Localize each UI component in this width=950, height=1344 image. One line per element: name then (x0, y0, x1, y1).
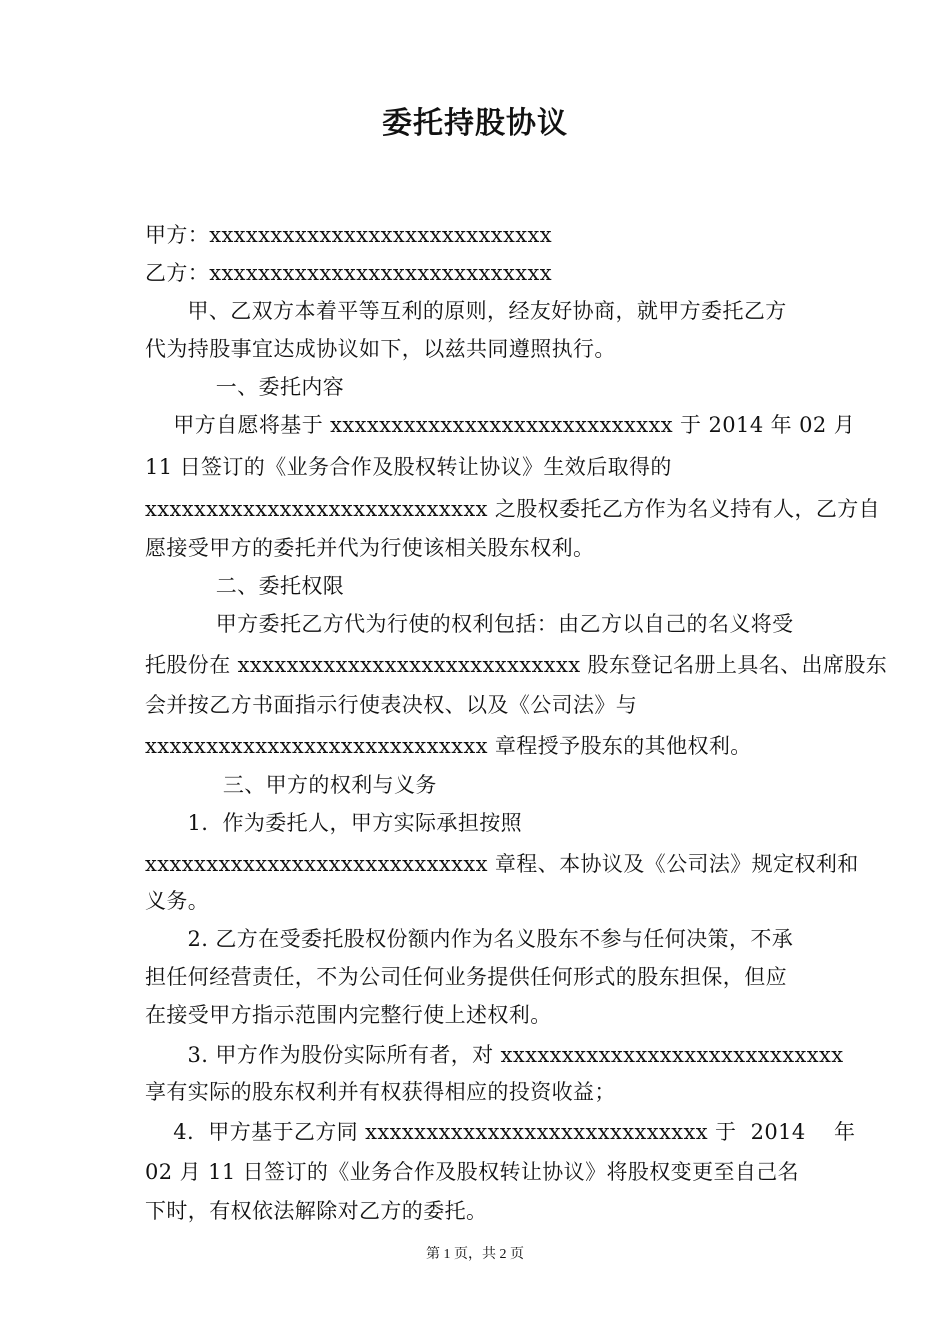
item-4-line-2: 02 月 11 日签订的《业务合作及股权转让协议》将股权变更至自己名 (145, 1160, 800, 1184)
item-1-line-2: xxxxxxxxxxxxxxxxxxxxxxxxxxxx 章程、本协议及《公司法》规定权利和 (145, 852, 859, 876)
party-a-line: 甲方：xxxxxxxxxxxxxxxxxxxxxxxxxxxx (145, 223, 553, 247)
page-footer: 第 1 页，共 2 页 (426, 1247, 524, 1262)
section-2-line-1: 甲方委托乙方代为行使的权利包括：由乙方以自己的名义将受 (145, 612, 794, 636)
section-2-line-2: 托股份在 xxxxxxxxxxxxxxxxxxxxxxxxxxxx 股东登记名册上具名、出席股东 (145, 653, 888, 677)
item-2-line-3: 在接受甲方指示范围内完整行使上述权利。 (145, 1003, 552, 1027)
section-2-line-3: 会并按乙方书面指示行使表决权、以及《公司法》与 (145, 693, 638, 717)
section-1-line-4: 愿接受甲方的委托并代为行使该相关股东权利。 (145, 536, 595, 560)
section-heading-3: 三、甲方的权利与义务 (145, 773, 437, 797)
item-4-line-1: 4. 甲方基于乙方同 xxxxxxxxxxxxxxxxxxxxxxxxxxxx 于 2014 年 (145, 1120, 856, 1144)
item-4-line-3: 下时，有权依法解除对乙方的委托。 (145, 1199, 488, 1223)
party-b-line: 乙方：xxxxxxxxxxxxxxxxxxxxxxxxxxxx (145, 261, 553, 285)
section-1-line-2: 11 日签订的《业务合作及股权转让协议》生效后取得的 (145, 455, 672, 479)
document-title: 委托持股协议 (382, 106, 568, 141)
section-1-line-1: 甲方自愿将基于 xxxxxxxxxxxxxxxxxxxxxxxxxxxx 于 2014 年 02 月 (145, 413, 856, 437)
item-3-line-2: 享有实际的股东权利并有权获得相应的投资收益； (145, 1080, 616, 1104)
section-heading-2: 二、委托权限 (145, 574, 345, 598)
preamble-line-2: 代为持股事宜达成协议如下，以兹共同遵照执行。 (145, 337, 616, 361)
item-1-line-1: 1. 作为委托人，甲方实际承担按照 (145, 811, 523, 835)
item-2-line-1: 2. 乙方在受委托股权份额内作为名义股东不参与任何决策，不承 (145, 927, 794, 951)
item-1-line-3: 义务。 (145, 889, 210, 913)
preamble-line-1: 甲、乙双方本着平等互利的原则，经友好协商，就甲方委托乙方 (145, 299, 787, 323)
section-1-line-3: xxxxxxxxxxxxxxxxxxxxxxxxxxxx 之股权委托乙方作为名义持有人，乙方自 (145, 497, 881, 521)
item-3-line-1: 3. 甲方作为股份实际所有者，对 xxxxxxxxxxxxxxxxxxxxxxxxxxxx (145, 1043, 844, 1067)
section-2-line-4: xxxxxxxxxxxxxxxxxxxxxxxxxxxx 章程授予股东的其他权利。 (145, 734, 752, 758)
item-2-line-2: 担任何经营责任，不为公司任何业务提供任何形式的股东担保，但应 (145, 965, 787, 989)
section-heading-1: 一、委托内容 (145, 375, 345, 399)
